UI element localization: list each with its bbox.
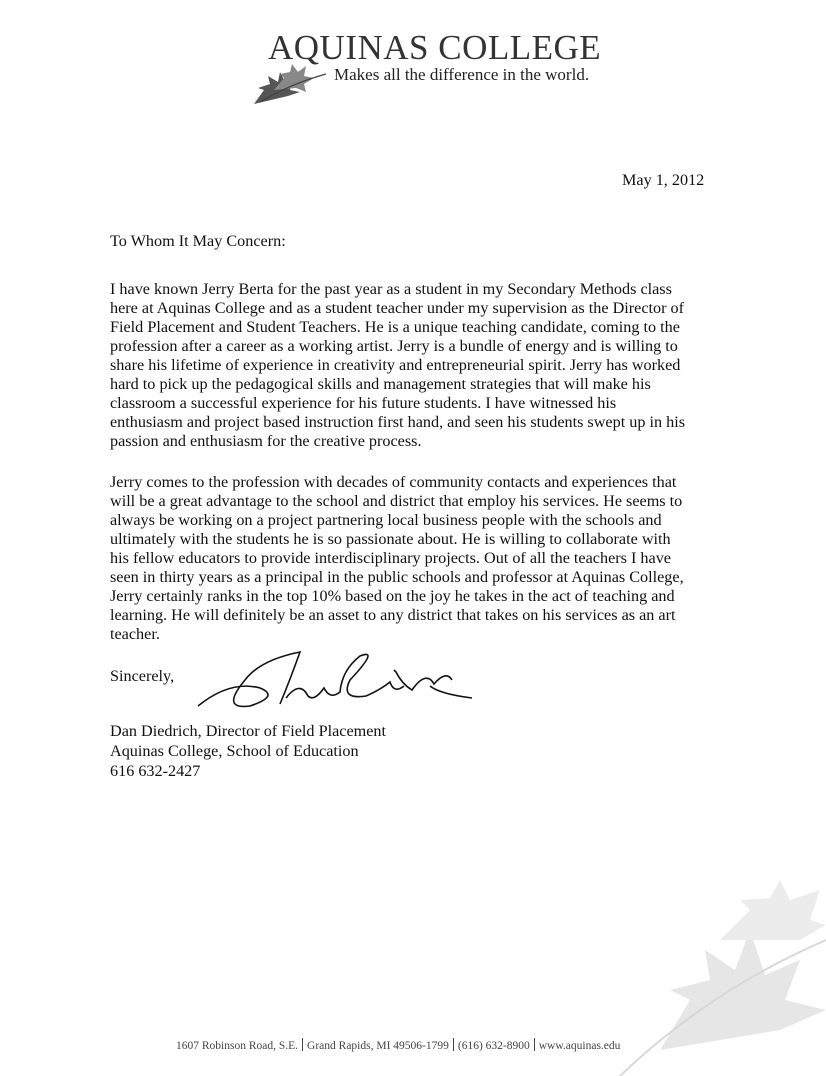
footer-website: www.aquinas.edu <box>538 1040 621 1052</box>
text-line: ultimately with the students he is so passionate about. He is willing to collaborate with <box>110 530 671 548</box>
signer-name-title: Dan Diedrich, Director of Field Placement <box>110 722 386 740</box>
text-line: his fellow educators to provide interdisciplinary projects. Out of all the teachers I have <box>110 549 671 567</box>
handwritten-signature <box>190 640 480 720</box>
letterhead-footer <box>176 1038 620 1052</box>
text-line: Jerry certainly ranks in the top 10% based on the joy he takes in the act of teaching and <box>110 587 675 605</box>
text-line: I have known Jerry Berta for the past year as a student in my Secondary Methods class <box>110 280 672 298</box>
college-name-logo: AQUINAS COLLEGE <box>268 28 602 67</box>
text-line: enthusiasm and project based instruction first hand, and seen his students swept up in his <box>110 413 686 431</box>
salutation: To Whom It May Concern: <box>110 232 286 250</box>
closing: Sincerely, <box>110 667 175 685</box>
text-line: hard to pick up the pedagogical skills and management strategies that will make his <box>110 375 651 393</box>
text-line: profession after a career as a working artist. Jerry is a bundle of energy and is willing to <box>110 337 678 355</box>
text-line: teacher. <box>110 625 160 643</box>
text-line: share his lifetime of experience in creativity and entrepreneurial spirit. Jerry has worked <box>110 356 681 374</box>
footer-address: 1607 Robinson Road, S.E. <box>176 1040 299 1052</box>
footer-city: Grand Rapids, MI 49506-1799 <box>307 1040 449 1052</box>
text-line: always be working on a project partnering local business people with the schools and <box>110 511 662 529</box>
text-line: seen in thirty years as a principal in the public schools and professor at Aquinas College, <box>110 568 684 586</box>
watermark-leaves-icon <box>600 880 826 1076</box>
text-line: passion and enthusiasm for the creative process. <box>110 432 422 450</box>
college-tagline: Makes all the difference in the world. <box>334 65 590 84</box>
text-line: Field Placement and Student Teachers. He is a unique teaching candidate, coming to the <box>110 318 680 336</box>
text-line: Jerry comes to the profession with decades of community contacts and experiences that <box>110 473 677 491</box>
text-line: classroom a successful experience for his future students. I have witnessed his <box>110 394 617 412</box>
signer-institution: Aquinas College, School of Education <box>110 742 359 760</box>
letter-date: May 1, 2012 <box>622 171 705 189</box>
text-line: will be a great advantage to the school and district that employ his services. He seems to <box>110 492 683 510</box>
signer-phone: 616 632-2427 <box>110 762 201 780</box>
text-line: here at Aquinas College and as a student teacher under my supervision as the Director of <box>110 299 685 317</box>
footer-phone: (616) 632-8900 <box>457 1040 530 1052</box>
text-line: learning. He will definitely be an asset to any district that takes on his services as an art <box>110 606 676 624</box>
